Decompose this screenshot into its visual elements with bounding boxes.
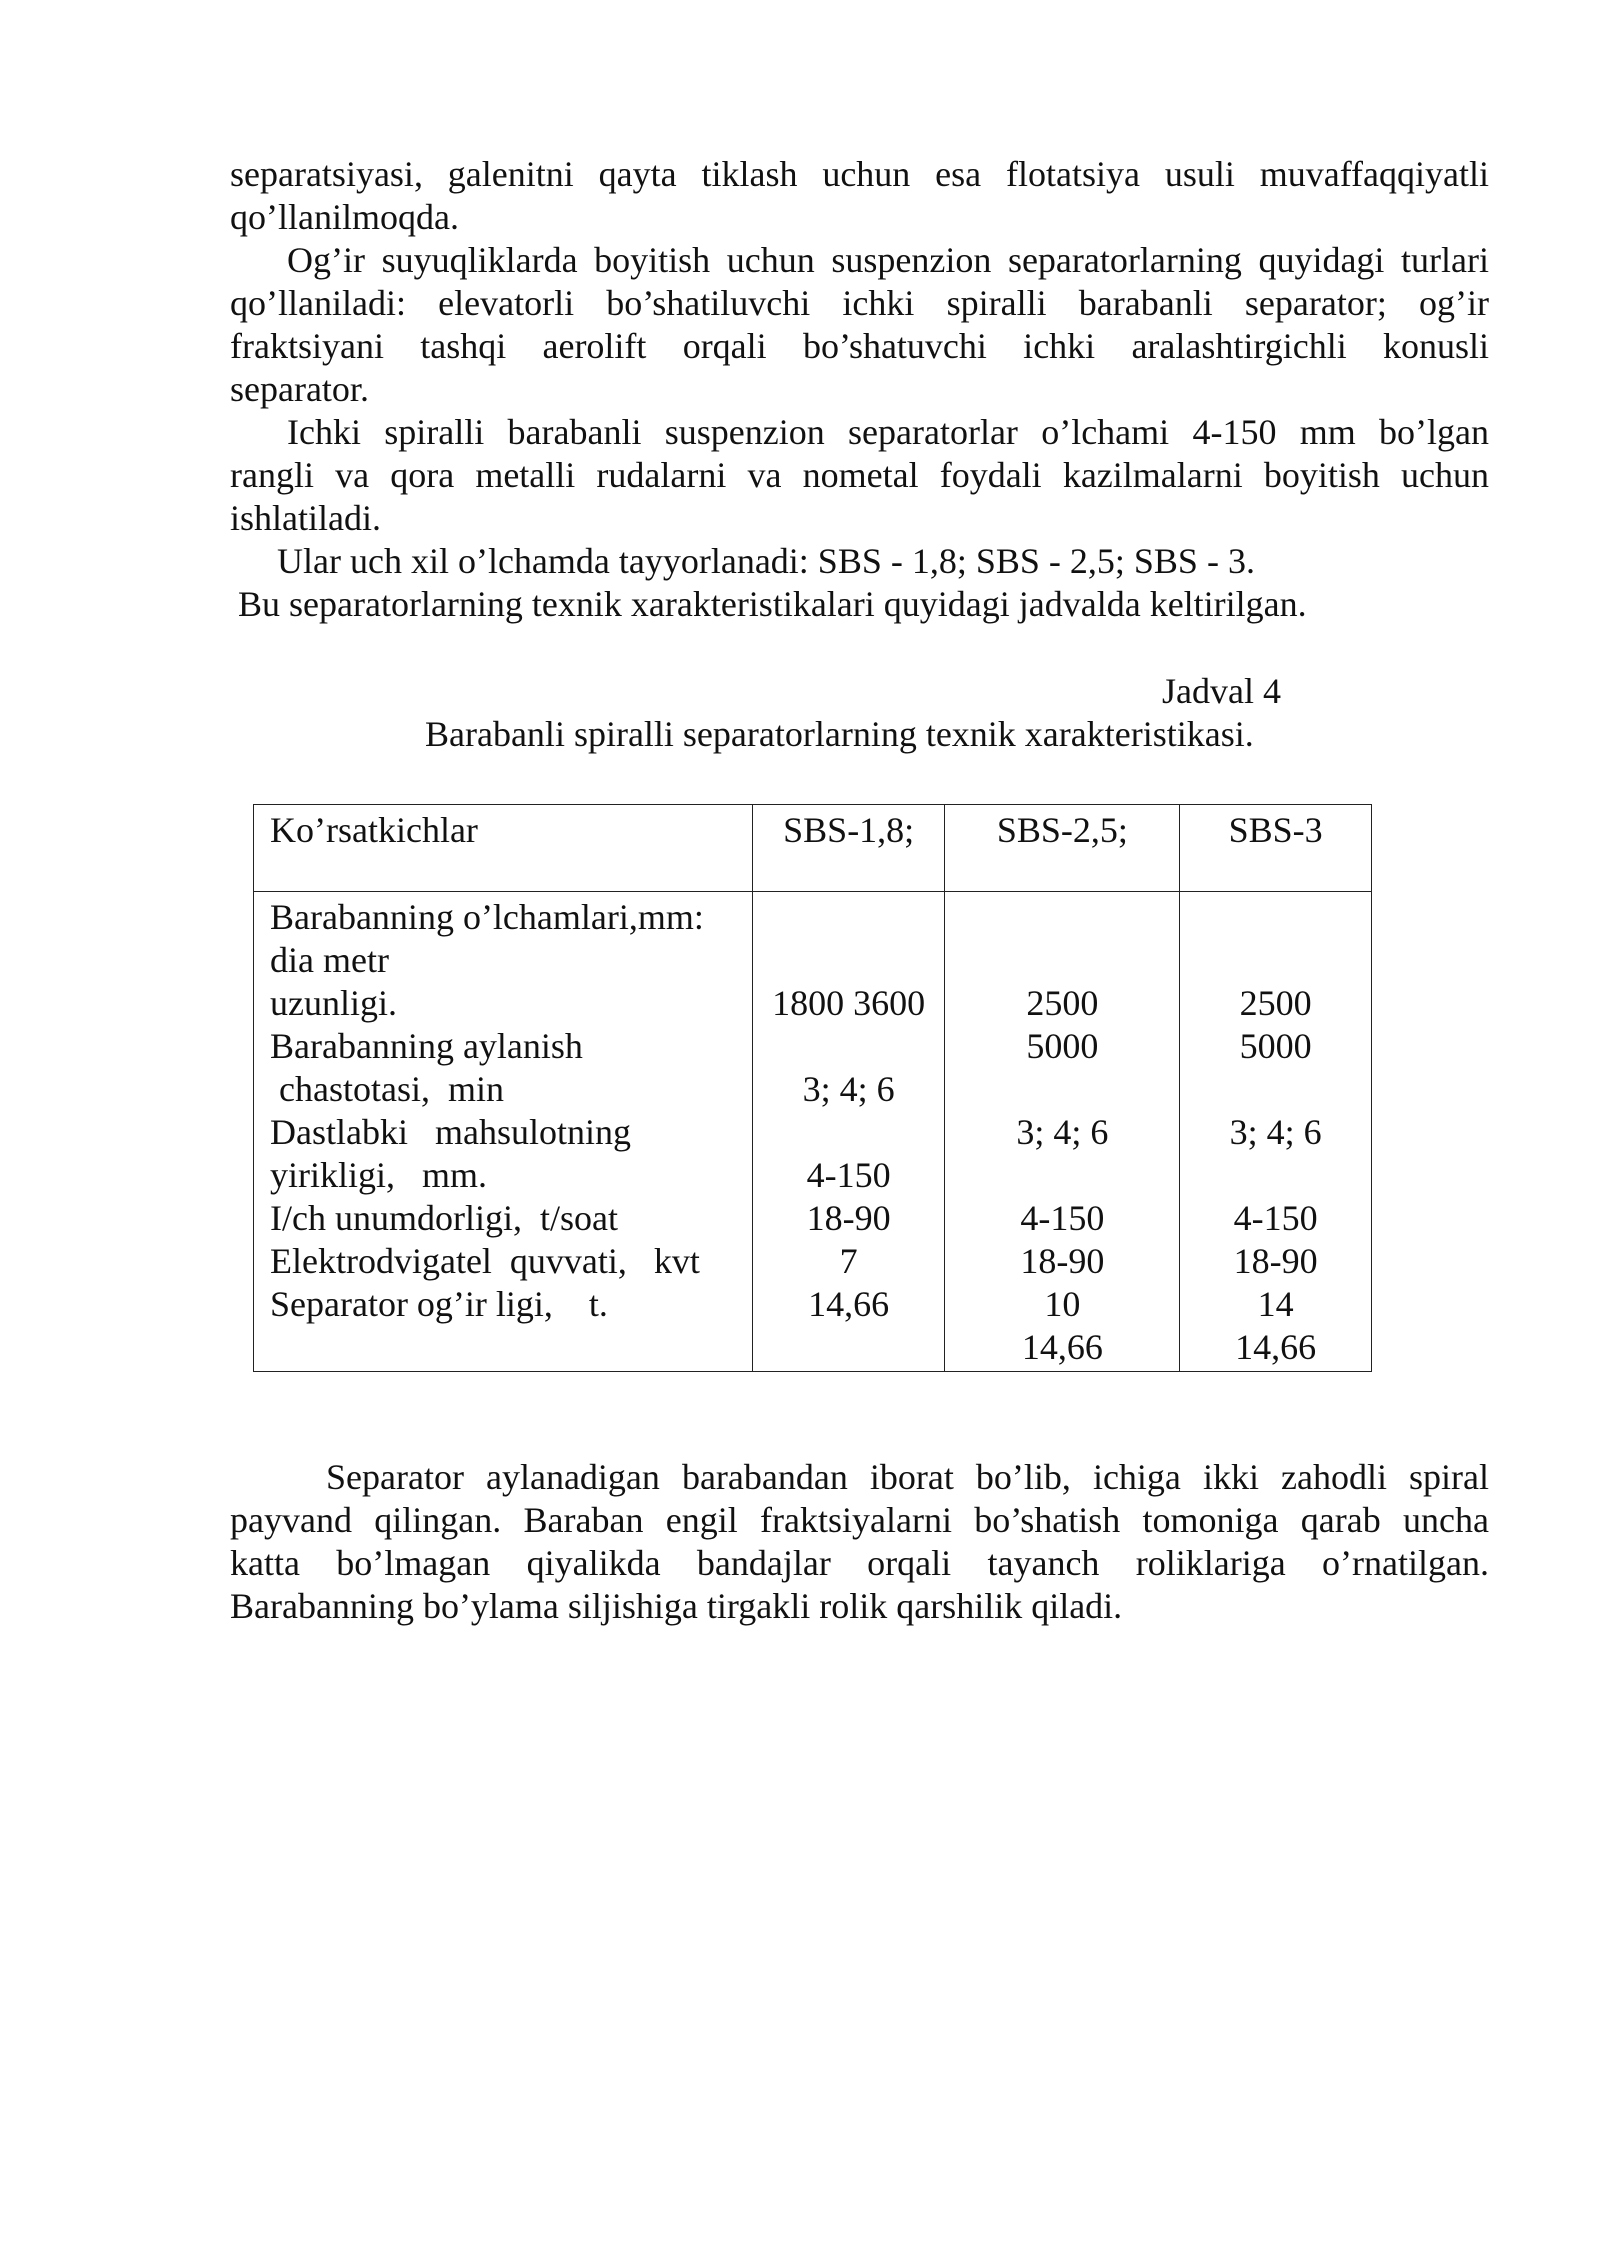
cell-line: 2500 [1239,983,1312,1023]
text-line: qo’llanilmoqda. [230,197,459,237]
cell-line: 10 [1044,1284,1081,1324]
cell-line [753,939,945,982]
cell-line: 7 [839,1241,858,1281]
cell-line: 4-150 [1020,1198,1105,1238]
text-line: separator. [230,369,369,409]
cell-line: Barabanning o’lchamlari,mm: [270,897,704,937]
cell-line: yirikligi, mm. [270,1155,488,1195]
cell-line: chastotasi, min [270,1069,504,1109]
cell-line: 4-150 [806,1155,891,1195]
table-caption: Barabanli spiralli separatorlarning texnik xarakteristikasi. [425,714,1254,754]
paragraph-4: Ular uch xil o’lchamda tayyorlanadi: SBS - 1,8; SBS - 2,5; SBS - 3. [277,541,1255,581]
cell-line [1180,1068,1371,1111]
cell-line: 14,66 [1235,1327,1317,1367]
paragraph-3 [230,411,1489,540]
table-cell-sbs-2-5 [945,892,1180,1372]
cell-line: 5000 [1239,1026,1312,1066]
paragraph-6 [230,1456,1489,1628]
cell-line [945,1068,1179,1111]
text-line: rangli va qora metalli rudalarni va nometal foydali kazilmalarni boyitish uchun [230,455,1489,495]
cell-line: 18-90 [1233,1241,1318,1281]
text-line: Separator aylanadigan barabandan iborat bo’lib, ichiga ikki zahodli spiral [326,1457,1489,1497]
text-line: Barabanning bo’ylama siljishiga tirgakli rolik qarshilik qiladi. [230,1586,1123,1626]
text-line: payvand qilingan. Baraban engil fraktsiyalarni bo’shatish tomoniga qarab uncha [230,1500,1489,1540]
text-line: katta bo’lmagan qiyalikda bandajlar orqali tayanch roliklariga o’rnatilgan. [230,1543,1489,1583]
cell-line: 14,66 [1021,1327,1103,1367]
cell-line: 4-150 [1233,1198,1318,1238]
cell-line: uzunligi. [270,983,397,1023]
text-line: separatsiyasi, galenitni qayta tiklash uchun esa flotatsiya usuli muvaffaqqiyatli [230,154,1489,194]
paragraph-2 [230,239,1489,411]
table-header-cell: Ko’rsatkichlar [254,805,753,892]
cell-line: Dastlabki mahsulotning [270,1112,631,1152]
cell-line [945,896,1179,939]
cell-line: dia metr [270,940,389,980]
cell-line [1180,896,1371,939]
cell-line: 2500 [1026,983,1099,1023]
cell-line: 3; 4; 6 [1229,1112,1322,1152]
table-header-cell: SBS-2,5; [945,805,1180,892]
paragraph-1 [230,153,1489,239]
cell-line [753,1111,945,1154]
cell-line: I/ch unumdorligi, t/soat [270,1198,618,1238]
table-label: Jadval 4 [1162,671,1281,711]
cell-line [945,1154,1179,1197]
table-row [254,892,1372,1372]
cell-line: 14,66 [808,1284,890,1324]
text-line: fraktsiyani tashqi aerolift orqali bo’shatuvchi ichki aralashtirgichli konusli [230,326,1489,366]
text-line: ishlatiladi. [230,498,381,538]
cell-line: 18-90 [1020,1241,1105,1281]
table-cell-sbs-3 [1180,892,1372,1372]
table-header-cell: SBS-3 [1180,805,1372,892]
cell-line [945,939,1179,982]
cell-line: 1800 3600 [772,983,926,1023]
table-cell-indicators [254,892,753,1372]
text-line: Ichki spiralli barabanli suspenzion separatorlar o’lchami 4-150 mm bo’lgan [287,412,1489,452]
table-header-cell: SBS-1,8; [752,805,945,892]
cell-line [753,896,945,939]
text-line: qo’llaniladi: elevatorli bo’shatiluvchi ichki spiralli barabanli separator; og’ir [230,283,1489,323]
cell-line: 14 [1257,1284,1294,1324]
cell-line: 18-90 [806,1198,891,1238]
cell-line: Separator og’ir ligi, t. [270,1284,608,1324]
cell-line [1180,939,1371,982]
cell-line: 5000 [1026,1026,1099,1066]
text-line: Og’ir suyuqliklarda boyitish uchun suspenzion separatorlarning quyidagi turlari [287,240,1489,280]
cell-line [1180,1154,1371,1197]
cell-line: Barabanning aylanish [270,1026,583,1066]
cell-line: Elektrodvigatel quvvati, kvt [270,1241,700,1281]
spec-table [253,804,1372,1372]
table-header-row [254,805,1372,892]
table-cell-sbs-1-8 [752,892,945,1372]
cell-line: 3; 4; 6 [802,1069,895,1109]
paragraph-5: Bu separatorlarning texnik xarakteristikalari quyidagi jadvalda keltirilgan. [238,584,1307,624]
cell-line [753,1025,945,1068]
cell-line: 3; 4; 6 [1016,1112,1109,1152]
